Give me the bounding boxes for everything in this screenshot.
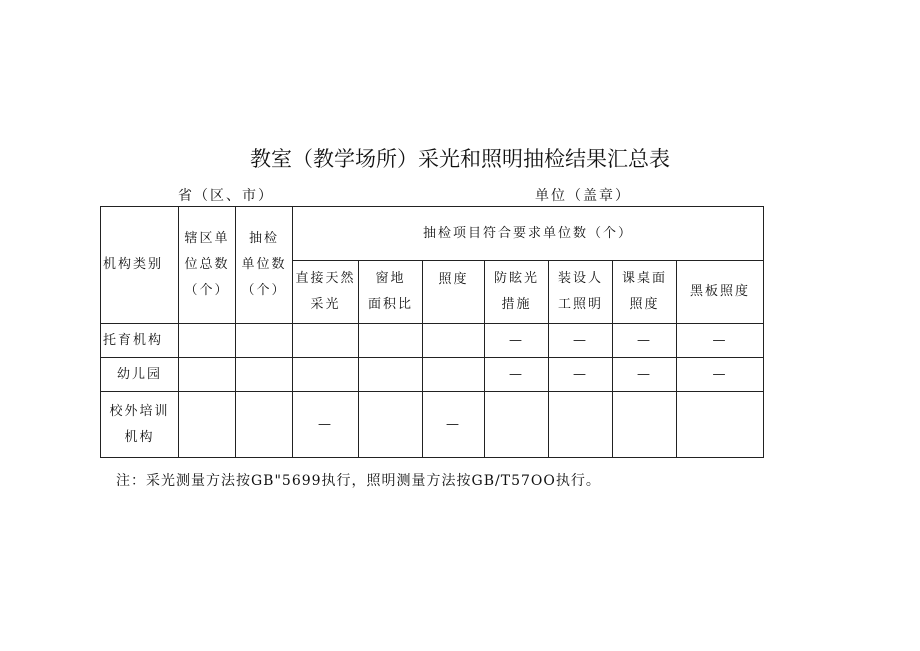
footnote: 注：采光测量方法按GB"5699执行，照明测量方法按GB/T57OO执行。 — [116, 473, 601, 489]
table-cell: — — [485, 324, 549, 358]
table-cell — [549, 392, 613, 458]
table-cell — [359, 358, 423, 392]
table-row — [101, 358, 764, 392]
table-row — [101, 324, 764, 358]
sub-col-blackboard-illuminance: 黑板照度 — [677, 261, 764, 324]
table-cell — [359, 392, 423, 458]
table-cell: — — [485, 358, 549, 392]
table-row — [101, 392, 764, 458]
table-cell — [423, 358, 485, 392]
province-label: 省（区、市） — [178, 188, 274, 204]
table-cell: — — [677, 358, 764, 392]
table-cell — [485, 392, 549, 458]
col-header-category: 机构类别 — [101, 207, 179, 324]
unit-stamp-label: 单位（盖章） — [535, 188, 631, 204]
table-cell — [236, 358, 293, 392]
table-cell — [359, 324, 423, 358]
table-cell: — — [549, 358, 613, 392]
page-title: 教室（教学场所）采光和照明抽检结果汇总表 — [250, 147, 670, 171]
table-cell — [179, 324, 236, 358]
row-label: 托育机构 — [101, 324, 179, 358]
table-cell — [179, 392, 236, 458]
sub-col-window-ratio: 窗地 面积比 — [359, 261, 423, 324]
table-cell — [293, 358, 359, 392]
table-cell — [423, 324, 485, 358]
row-label: 幼儿园 — [101, 358, 179, 392]
sub-col-desk-illuminance: 课桌面 照度 — [613, 261, 677, 324]
table-cell — [236, 324, 293, 358]
col-header-group: 抽检项目符合要求单位数（个） — [293, 207, 764, 261]
table-cell: — — [293, 392, 359, 458]
col-header-sampled: 抽检 单位数 （个） — [236, 207, 293, 324]
sub-col-anti-glare: 防眩光 措施 — [485, 261, 549, 324]
table-cell — [293, 324, 359, 358]
table-cell: — — [549, 324, 613, 358]
sub-col-illuminance: 照度 — [423, 261, 485, 324]
sub-col-artificial-light: 装设人 工照明 — [549, 261, 613, 324]
table-cell: — — [677, 324, 764, 358]
table-cell — [236, 392, 293, 458]
table-cell — [613, 392, 677, 458]
table-cell: — — [613, 358, 677, 392]
table-cell — [677, 392, 764, 458]
summary-table — [100, 206, 764, 458]
sub-col-natural-light: 直接天然 采光 — [293, 261, 359, 324]
table-cell — [179, 358, 236, 392]
col-header-total: 辖区单 位总数 （个） — [179, 207, 236, 324]
table-cell: — — [613, 324, 677, 358]
row-label: 校外培训 机构 — [101, 392, 179, 458]
table-cell: — — [423, 392, 485, 458]
